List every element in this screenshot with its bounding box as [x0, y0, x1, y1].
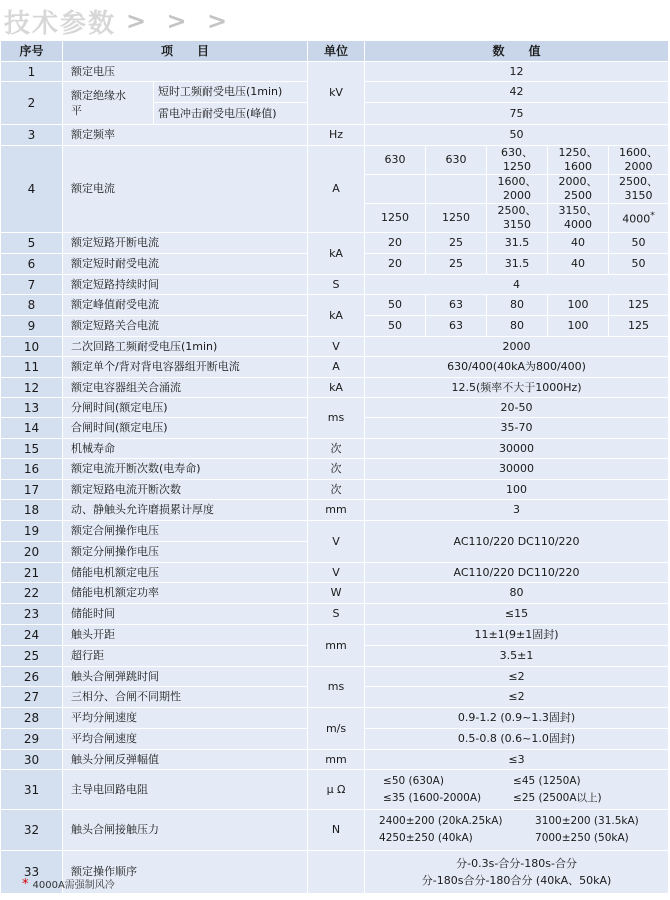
row-unit: kV: [308, 62, 365, 125]
row-no: 32: [1, 810, 63, 851]
row-no: 5: [1, 233, 63, 254]
table-row: [1, 583, 669, 604]
row-value: 40: [548, 254, 609, 275]
current-value: 3150、4000: [548, 204, 609, 233]
row-value: AC110/220 DC110/220: [365, 563, 669, 583]
row-value: 12: [365, 62, 669, 82]
row-no: 21: [1, 563, 63, 583]
table-row: [1, 604, 669, 625]
row-no: 23: [1, 604, 63, 625]
current-value: 2000、2500: [548, 175, 609, 204]
row-unit: V: [308, 337, 365, 357]
table-row: [1, 295, 669, 316]
row-unit: S: [308, 604, 365, 625]
row-value: 80: [487, 295, 548, 316]
row-unit: 次: [308, 439, 365, 459]
row-value: 630/400(40kA为800/400): [365, 357, 669, 378]
footnote: [22, 876, 115, 892]
row-item: 额定绝缘水平: [63, 82, 154, 125]
row-no: 18: [1, 500, 63, 521]
row-item: 触头合闸弹跳时间: [63, 667, 308, 687]
row-item: 额定短路关合电流: [63, 316, 308, 337]
pressure-value: 7000±250 (50kA): [535, 832, 629, 844]
row-value: 125: [609, 316, 669, 337]
row-value: [365, 810, 669, 851]
row-item: 储能电机额定功率: [63, 583, 308, 604]
row-value: 42: [365, 82, 669, 103]
row-no: 17: [1, 480, 63, 500]
sequence-line: 分-180s合分-180合分 (40kA、50kA): [421, 874, 612, 887]
table-row: [1, 233, 669, 254]
row-no: 9: [1, 316, 63, 337]
row-item: 额定电压: [63, 62, 308, 82]
row-value: 50: [365, 125, 669, 146]
row-item: 额定电容器组关合涌流: [63, 378, 308, 398]
row-unit: m/s: [308, 708, 365, 750]
row-value: 50: [609, 254, 669, 275]
row-subitem: 雷电冲击耐受电压(峰值): [154, 103, 308, 125]
row-item: 平均合闸速度: [63, 729, 308, 750]
row-value: 4: [365, 275, 669, 295]
row-item: 超行距: [63, 646, 308, 667]
row-value: 63: [426, 295, 487, 316]
table-row: [1, 500, 669, 521]
row-no: 15: [1, 439, 63, 459]
current-value: 1250: [365, 204, 426, 233]
row-item: 额定单个/背对背电容器组开断电流: [63, 357, 308, 378]
current-value: 630: [365, 146, 426, 175]
row-item: 额定短时耐受电流: [63, 254, 308, 275]
row-item: 额定频率: [63, 125, 308, 146]
row-item: 额定短路开断电流: [63, 233, 308, 254]
current-value: 2500、3150: [487, 204, 548, 233]
row-item: 额定合闸操作电压: [63, 521, 308, 542]
table-row: [1, 398, 669, 418]
row-no: 30: [1, 750, 63, 770]
row-value: 3: [365, 500, 669, 521]
table-row: [1, 480, 669, 500]
row-value: 75: [365, 103, 669, 125]
row-no: 8: [1, 295, 63, 316]
row-value: [365, 851, 669, 894]
pressure-value: 4250±250 (40kA): [379, 832, 473, 844]
row-unit: V: [308, 521, 365, 563]
footnote-star: *: [22, 877, 29, 892]
table-row: [1, 337, 669, 357]
header-no: 序号: [1, 41, 63, 62]
row-no: 22: [1, 583, 63, 604]
header-item: 项 目: [63, 41, 308, 62]
row-unit: [308, 851, 365, 894]
row-no: 25: [1, 646, 63, 667]
row-no: 31: [1, 770, 63, 810]
row-value: 50: [365, 295, 426, 316]
title-chevrons: > > >: [126, 7, 234, 35]
row-item: 额定短路电流开断次数: [63, 480, 308, 500]
row-value: 3.5±1: [365, 646, 669, 667]
table-row: [1, 125, 669, 146]
row-item: 额定峰值耐受电流: [63, 295, 308, 316]
row-value: 80: [487, 316, 548, 337]
row-value: 100: [548, 295, 609, 316]
row-value: 125: [609, 295, 669, 316]
row-unit: mm: [308, 625, 365, 667]
footnote-text: 4000A需强制风冷: [32, 880, 115, 891]
table-row: [1, 810, 669, 851]
current-value: 1600、2000: [487, 175, 548, 204]
row-unit: ms: [308, 398, 365, 439]
row-item: 储能时间: [63, 604, 308, 625]
pressure-value: 2400±200 (20kA.25kA): [379, 815, 503, 827]
pressure-value: 3100±200 (31.5kA): [535, 815, 639, 827]
row-item: 额定分闸操作电压: [63, 542, 308, 563]
current-value: 2500、3150: [609, 175, 669, 204]
table-row: [1, 357, 669, 378]
resistance-value: ≤45 (1250A): [513, 774, 581, 787]
table-row: [1, 625, 669, 646]
row-unit: mm: [308, 750, 365, 770]
row-unit: N: [308, 810, 365, 851]
table-header-row: [1, 41, 669, 62]
row-value: 0.5-0.8 (0.6~1.0固封): [365, 729, 669, 750]
row-no: 16: [1, 459, 63, 480]
row-unit: μ Ω: [308, 770, 365, 810]
row-value: 100: [548, 316, 609, 337]
row-value: 25: [426, 254, 487, 275]
row-value: 20: [365, 233, 426, 254]
row-value: 20: [365, 254, 426, 275]
row-item: 额定操作顺序: [63, 851, 308, 894]
row-no: 6: [1, 254, 63, 275]
row-no: 19: [1, 521, 63, 542]
row-no: 7: [1, 275, 63, 295]
row-value: 40: [548, 233, 609, 254]
row-value: 30000: [365, 439, 669, 459]
table-row: [1, 521, 669, 542]
row-value: 35-70: [365, 418, 669, 439]
resistance-value: ≤35 (1600-2000A): [383, 791, 482, 804]
row-value: 63: [426, 316, 487, 337]
current-value: 1250、1600: [548, 146, 609, 175]
table-row: [1, 378, 669, 398]
table-row: [1, 146, 669, 175]
current-value: 1600、2000: [609, 146, 669, 175]
row-item: 二次回路工频耐受电压(1min): [63, 337, 308, 357]
row-unit: W: [308, 583, 365, 604]
row-item: 额定短路持续时间: [63, 275, 308, 295]
row-subitem: 短时工频耐受电压(1min): [154, 82, 308, 103]
row-no: 27: [1, 687, 63, 708]
row-no: 33: [1, 851, 63, 894]
row-item: 额定电流开断次数(电寿命): [63, 459, 308, 480]
table-row: [1, 275, 669, 295]
row-no: 28: [1, 708, 63, 729]
spec-table: [0, 40, 669, 894]
row-value: ≤2: [365, 667, 669, 687]
row-item: 动、静触头允许磨损累计厚度: [63, 500, 308, 521]
row-value: 11±1(9±1固封): [365, 625, 669, 646]
row-unit: Hz: [308, 125, 365, 146]
row-unit: A: [308, 146, 365, 233]
row-value: 100: [365, 480, 669, 500]
row-value: [365, 770, 669, 810]
row-unit: V: [308, 563, 365, 583]
row-no: 3: [1, 125, 63, 146]
current-value: [426, 175, 487, 204]
row-value: 12.5(频率不大于1000Hz): [365, 378, 669, 398]
row-item: 触头开距: [63, 625, 308, 646]
row-no: 26: [1, 667, 63, 687]
row-no: 24: [1, 625, 63, 646]
row-item: 平均分闸速度: [63, 708, 308, 729]
row-value: 25: [426, 233, 487, 254]
row-item: 额定电流: [63, 146, 308, 233]
row-no: 2: [1, 82, 63, 125]
row-value: ≤2: [365, 687, 669, 708]
table-row: [1, 667, 669, 687]
row-value: 0.9-1.2 (0.9~1.3固封): [365, 708, 669, 729]
row-item: 触头分闸反弹幅值: [63, 750, 308, 770]
row-no: 29: [1, 729, 63, 750]
row-unit: 次: [308, 459, 365, 480]
resistance-value: ≤25 (2500A以上): [513, 791, 602, 804]
current-value: 1250: [426, 204, 487, 233]
row-value: 31.5: [487, 254, 548, 275]
row-value: ≤15: [365, 604, 669, 625]
current-value: [365, 175, 426, 204]
row-value: 20-50: [365, 398, 669, 418]
table-row: [1, 563, 669, 583]
row-unit: mm: [308, 500, 365, 521]
header-value: 数 值: [365, 41, 669, 62]
row-item: 机械寿命: [63, 439, 308, 459]
table-row: [1, 62, 669, 82]
current-value: 630、1250: [487, 146, 548, 175]
row-unit: S: [308, 275, 365, 295]
row-item: 主导电回路电阻: [63, 770, 308, 810]
row-no: 13: [1, 398, 63, 418]
row-value: 80: [365, 583, 669, 604]
row-no: 14: [1, 418, 63, 439]
row-no: 12: [1, 378, 63, 398]
header-unit: 单位: [308, 41, 365, 62]
row-no: 11: [1, 357, 63, 378]
row-value: 2000: [365, 337, 669, 357]
row-no: 4: [1, 146, 63, 233]
row-value: 31.5: [487, 233, 548, 254]
page-title: [4, 4, 233, 38]
row-value: 30000: [365, 459, 669, 480]
row-unit: ms: [308, 667, 365, 708]
row-value: 50: [609, 233, 669, 254]
row-value: ≤3: [365, 750, 669, 770]
current-value: 4000*: [609, 204, 669, 233]
row-no: 20: [1, 542, 63, 563]
table-row: [1, 439, 669, 459]
row-no: 1: [1, 62, 63, 82]
row-unit: kA: [308, 295, 365, 337]
current-value: 630: [426, 146, 487, 175]
row-no: 10: [1, 337, 63, 357]
row-value: AC110/220 DC110/220: [365, 521, 669, 563]
table-row: [1, 770, 669, 810]
title-text: 技术参数: [4, 8, 117, 39]
row-item: 三相分、合闸不同期性: [63, 687, 308, 708]
resistance-value: ≤50 (630A): [383, 774, 444, 787]
row-unit: A: [308, 357, 365, 378]
row-item: 储能电机额定电压: [63, 563, 308, 583]
row-unit: 次: [308, 480, 365, 500]
row-value: 50: [365, 316, 426, 337]
note-star: *: [650, 210, 655, 222]
row-item: 合闸时间(额定电压): [63, 418, 308, 439]
row-item: 触头合闸接触压力: [63, 810, 308, 851]
sequence-line: 分-0.3s-合分-180s-合分: [456, 857, 577, 870]
table-row: [1, 750, 669, 770]
row-unit: kA: [308, 378, 365, 398]
row-unit: kA: [308, 233, 365, 275]
table-row: [1, 459, 669, 480]
row-item: 分闸时间(额定电压): [63, 398, 308, 418]
table-row: [1, 708, 669, 729]
